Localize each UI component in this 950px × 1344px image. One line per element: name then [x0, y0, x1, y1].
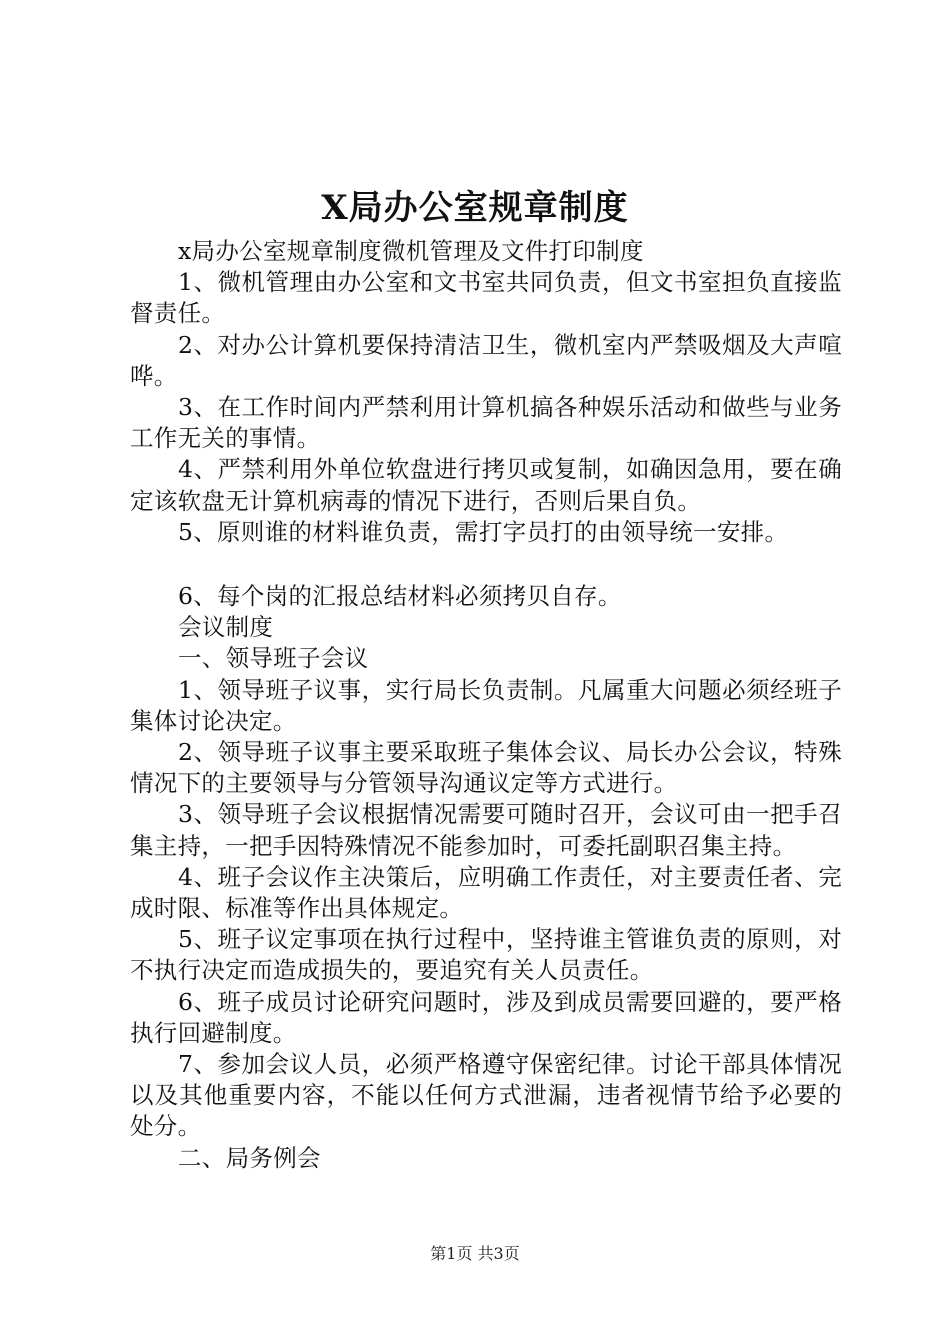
document-body	[130, 236, 842, 1174]
paragraph-meeting-item-6: 6、班子成员讨论研究问题时，涉及到成员需要回避的，要严格执行回避制度。	[130, 987, 842, 1047]
document-title: X局办公室规章制度	[321, 188, 629, 228]
section-heading-leadership-meeting: 一、领导班子会议	[178, 644, 369, 673]
blank-line	[130, 548, 842, 581]
paragraph-item-2: 2、对办公计算机要保持清洁卫生，微机室内严禁吸烟及大声喧哗。	[130, 330, 842, 390]
paragraph-meeting-item-2: 2、领导班子议事主要采取班子集体会议、局长办公会议，特殊情况下的主要领导与分管领导沟通议定等方式进行。	[130, 738, 842, 798]
paragraph-meeting-item-4: 4、班子会议作主决策后，应明确工作责任，对主要责任者、完成时限、标准等作出具体规定。	[130, 862, 842, 923]
paragraph-meeting-item-7: 7、参加会议人员，必须严格遵守保密纪律。讨论干部具体情况以及其他重要内容，不能以任何方式泄漏，违者视情节给予必要的处分。	[130, 1050, 842, 1141]
page-number-footer: 第1页 共3页	[430, 1244, 520, 1263]
paragraph-subtitle: x局办公室规章制度微机管理及文件打印制度	[178, 237, 644, 265]
section-heading-bureau-meeting: 二、局务例会	[178, 1143, 321, 1172]
paragraph-item-4: 4、严禁利用外单位软盘进行拷贝或复制，如确因急用，要在确定该软盘无计算机病毒的情况下进行，否则后果自负。	[130, 455, 842, 515]
paragraph-item-1: 1、微机管理由办公室和文书室共同负责，但文书室担负直接监督责任。	[130, 268, 842, 328]
paragraph-item-6: 6、每个岗的汇报总结材料必须拷贝自存。	[178, 582, 622, 611]
paragraph-meeting-item-3: 3、领导班子会议根据情况需要可随时召开，会议可由一把手召集主持，一把手因特殊情况不能参加时，可委托副职召集主持。	[130, 800, 842, 860]
paragraph-item-3: 3、在工作时间内严禁利用计算机搞各种娱乐活动和做些与业务工作无关的事情。	[130, 393, 842, 453]
section-heading-meeting-rules: 会议制度	[178, 613, 274, 642]
paragraph-item-5: 5、原则谁的材料谁负责，需打字员打的由领导统一安排。	[178, 517, 789, 546]
paragraph-meeting-item-1: 1、领导班子议事，实行局长负责制。凡属重大问题必须经班子集体讨论决定。	[130, 675, 842, 735]
paragraph-meeting-item-5: 5、班子议定事项在执行过程中，坚持谁主管谁负责的原则，对不执行决定而造成损失的，要追究有关人员责任。	[130, 925, 842, 985]
